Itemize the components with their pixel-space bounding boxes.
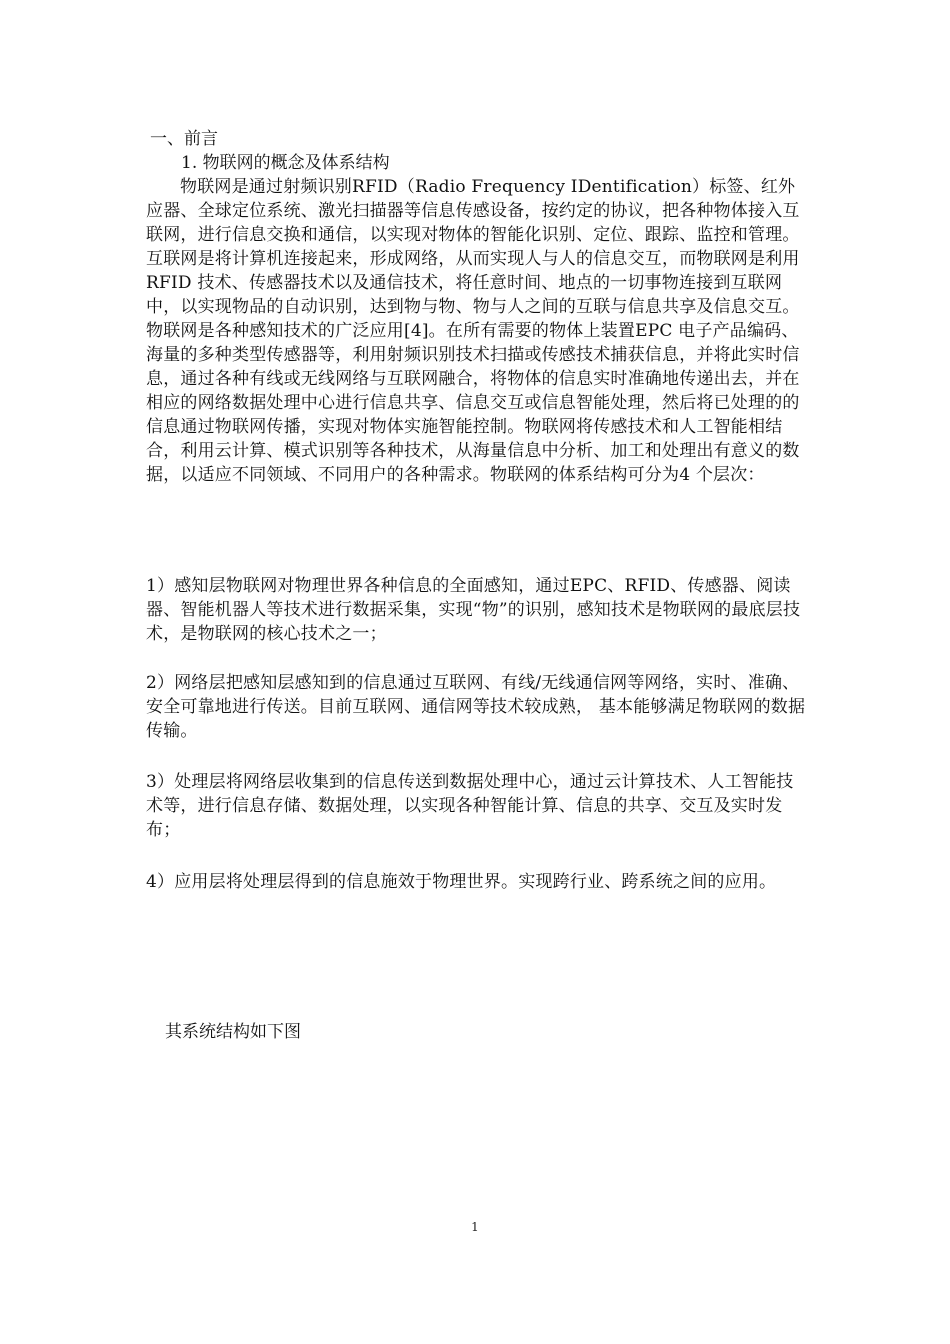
layer-paragraph-application: 4）应用层将处理层得到的信息施效于物理世界。实现跨行业、跨系统之间的应用。	[146, 872, 777, 892]
layer-paragraph-processing: 3）处理层将网络层收集到的信息传送到数据处理中心，通过云计算技术、人工智能技术等，进行信息存储、数据处理，以实现各种智能计算、信息的共享、交互及实时发布；	[146, 772, 794, 840]
page-number: 1	[471, 1220, 479, 1234]
layer-paragraph-network: 2）网络层把感知层感知到的信息通过互联网、有线/无线通信网等网络，实时、准确、安全可靠地进行传送。目前互联网、通信网等技术较成熟， 基本能够满足物联网的数据传输。	[146, 673, 806, 741]
section-heading: 一、前言	[150, 129, 218, 149]
subsection-heading: 1. 物联网的概念及体系结构	[181, 153, 390, 173]
intro-paragraph: 物联网是通过射频识别RFID（Radio Frequency IDentification）标签、红外应器、全球定位系统、激光扫描器等信息传感设备，按约定的协议，把各种物体接入互联网，进行信息交换和通信，以实现对物体的智能化识别、定位、跟踪、监控和管理。互联网是将计算机连接起来，形成网络，从而实现人与人的信息交互，而物联网是利用RFID 技术、传感器技术以及通信技术，将任意时间、地点的一切事物连接到互联网中，以实现物品的自动识别，达到物与物、物与人之间的互联与信息共享及信息交互。物联网是各种感知技术的广泛应用[4]。在所有需要的物体上装置EPC 电子产品编码、海量的多种类型传感器等，利用射频识别技术扫描或传感技术捕获信息，并将此实时信息，通过各种有线或无线网络与互联网融合，将物体的信息实时准确地传递出去，并在相应的网络数据处理中心进行信息共享、信息交互或信息智能处理，然后将已处理的的信息通过物联网传播，实现对物体实施智能控制。物联网将传感技术和人工智能相结合，利用云计算、模式识别等各种技术，从海量信息中分析、加工和处理出有意义的数据，以适应不同领域、不同用户的各种需求。物联网的体系结构可分为4 个层次：	[146, 177, 800, 485]
layer-paragraph-perception: 1）感知层物联网对物理世界各种信息的全面感知，通过EPC、RFID、传感器、阅读器、智能机器人等技术进行数据采集，实现“物”的识别，感知技术是物联网的最底层技术，是物联网的核心技术之一；	[146, 576, 801, 644]
figure-caption: 其系统结构如下图	[165, 1022, 301, 1042]
